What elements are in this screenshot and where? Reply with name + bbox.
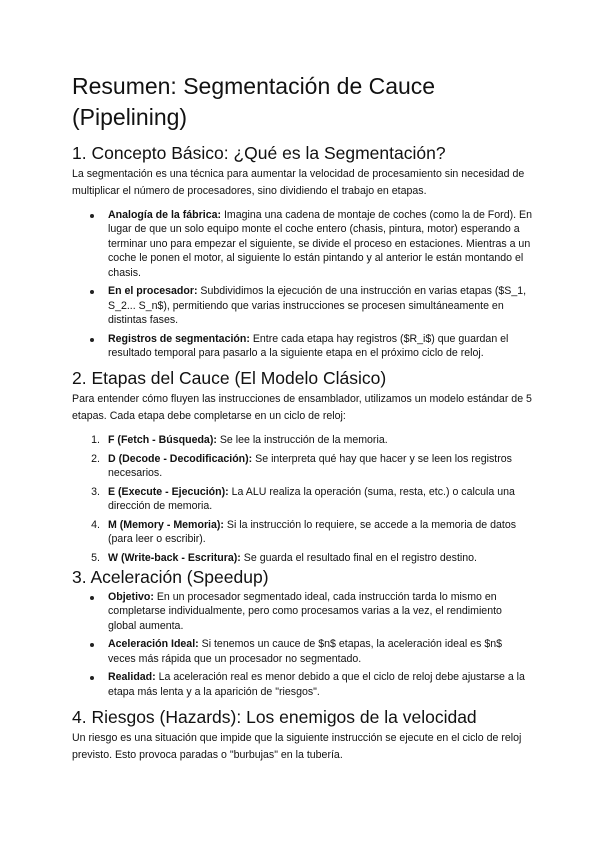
item-text: Si tenemos un cauce de $n$ etapas, la aceleración ideal es $n$ veces más rápida que un procesador no segmentado. (108, 638, 502, 665)
list-item (72, 637, 532, 666)
item-text: Se interpreta qué hay que hacer y se leen los registros necesarios. (108, 452, 512, 479)
item-label: Realidad: (108, 671, 156, 684)
item-number: 5. (91, 551, 100, 564)
item-text: Se lee la instrucción de la memoria. (216, 434, 388, 446)
list-item (72, 284, 532, 327)
document-title: Resumen: Segmentación de Cauce (Pipelining) (72, 73, 436, 130)
section-1-heading: 1. Concepto Básico: ¿Qué es la Segmentación? (72, 143, 446, 163)
item-text: Se guarda el resultado final en el registro destino. (240, 551, 477, 564)
item-label: Objetivo: (108, 591, 154, 603)
item-text: Subdividimos la ejecución de una instrucción en varias etapas ($S_1, S_2... S_n$), permitiendo que varias instrucciones se procesen simultáneamente en distintas fases. (108, 285, 527, 327)
item-label: E (Execute - Ejecución): (108, 485, 229, 498)
section-1-intro: La segmentación es una técnica para aumentar la velocidad de procesamiento sin necesidad de multiplicar el número de procesadores, sino dividiendo el trabajo en etapas. (72, 168, 525, 197)
item-text: En un procesador segmentado ideal, cada instrucción tarda lo mismo en completarse individualmente, pero como procesamos varias a la vez, el rendimiento global aumenta. (108, 591, 502, 632)
list-item (72, 518, 532, 547)
section-2-intro: Para entender cómo fluyen las instrucciones de ensamblador, utilizamos un modelo estándar de 5 etapas. Cada etapa debe completarse en un ciclo de reloj: (72, 393, 532, 422)
section-4-heading: 4. Riesgos (Hazards): Los enemigos de la velocidad (72, 707, 477, 727)
item-label: Aceleración Ideal: (108, 638, 199, 651)
item-number: 2. (91, 452, 100, 465)
list-item (72, 485, 532, 514)
item-label: Analogía de la fábrica: (108, 209, 222, 221)
list-item (72, 433, 532, 447)
item-text: Imagina una cadena de montaje de coches (como la de Ford). En lugar de que un solo equipo monte el coche entero (chasis, pintura, motor) esperando a terminar uno para empezar el siguiente, se divide el proceso en estaciones. Mientras a un coche le ponen el motor, al siguiente lo están pintando y al anterior le están montando el chasis. (108, 209, 532, 279)
item-label: W (Write-back - Escritura): (108, 551, 241, 564)
item-number: 1. (91, 434, 100, 446)
item-label: F (Fetch - Búsqueda): (108, 434, 217, 446)
section-2-heading: 2. Etapas del Cauce (El Modelo Clásico) (72, 368, 387, 388)
section-4-intro: Un riesgo es una situación que impide que la siguiente instrucción se ejecute en el ciclo de reloj previsto. Esto provoca paradas o "burbujas" en la tubería. (72, 732, 522, 761)
list-item (72, 590, 532, 633)
section-3-heading: 3. Aceleración (Speedup) (72, 567, 269, 587)
item-label: Registros de segmentación: (108, 332, 250, 345)
item-label: En el procesador: (108, 285, 198, 298)
section-3-list (72, 590, 532, 703)
section-1-list (72, 208, 532, 365)
item-number: 3. (91, 485, 100, 498)
list-item (72, 551, 532, 565)
item-text: Si la instrucción lo requiere, se accede a la memoria de datos (para leer o escribir). (108, 518, 517, 545)
list-item (72, 208, 532, 280)
list-item (72, 452, 532, 481)
item-number: 4. (91, 518, 100, 531)
list-item (72, 332, 532, 361)
item-label: M (Memory - Memoria): (108, 518, 224, 531)
item-text: Entre cada etapa hay registros ($R_i$) que guardan el resultado temporal para pasarlo a la siguiente etapa en el próximo ciclo de reloj. (108, 332, 509, 360)
item-text: La ALU realiza la operación (suma, resta, etc.) o calcula una dirección de memoria. (108, 485, 515, 512)
item-text: La aceleración real es menor debido a que el ciclo de reloj debe ajustarse a la etapa más lenta y a la aparición de "riesgos". (108, 671, 525, 698)
item-label: D (Decode - Decodificación): (108, 452, 253, 465)
section-2-list (72, 433, 532, 569)
list-item (72, 670, 532, 699)
